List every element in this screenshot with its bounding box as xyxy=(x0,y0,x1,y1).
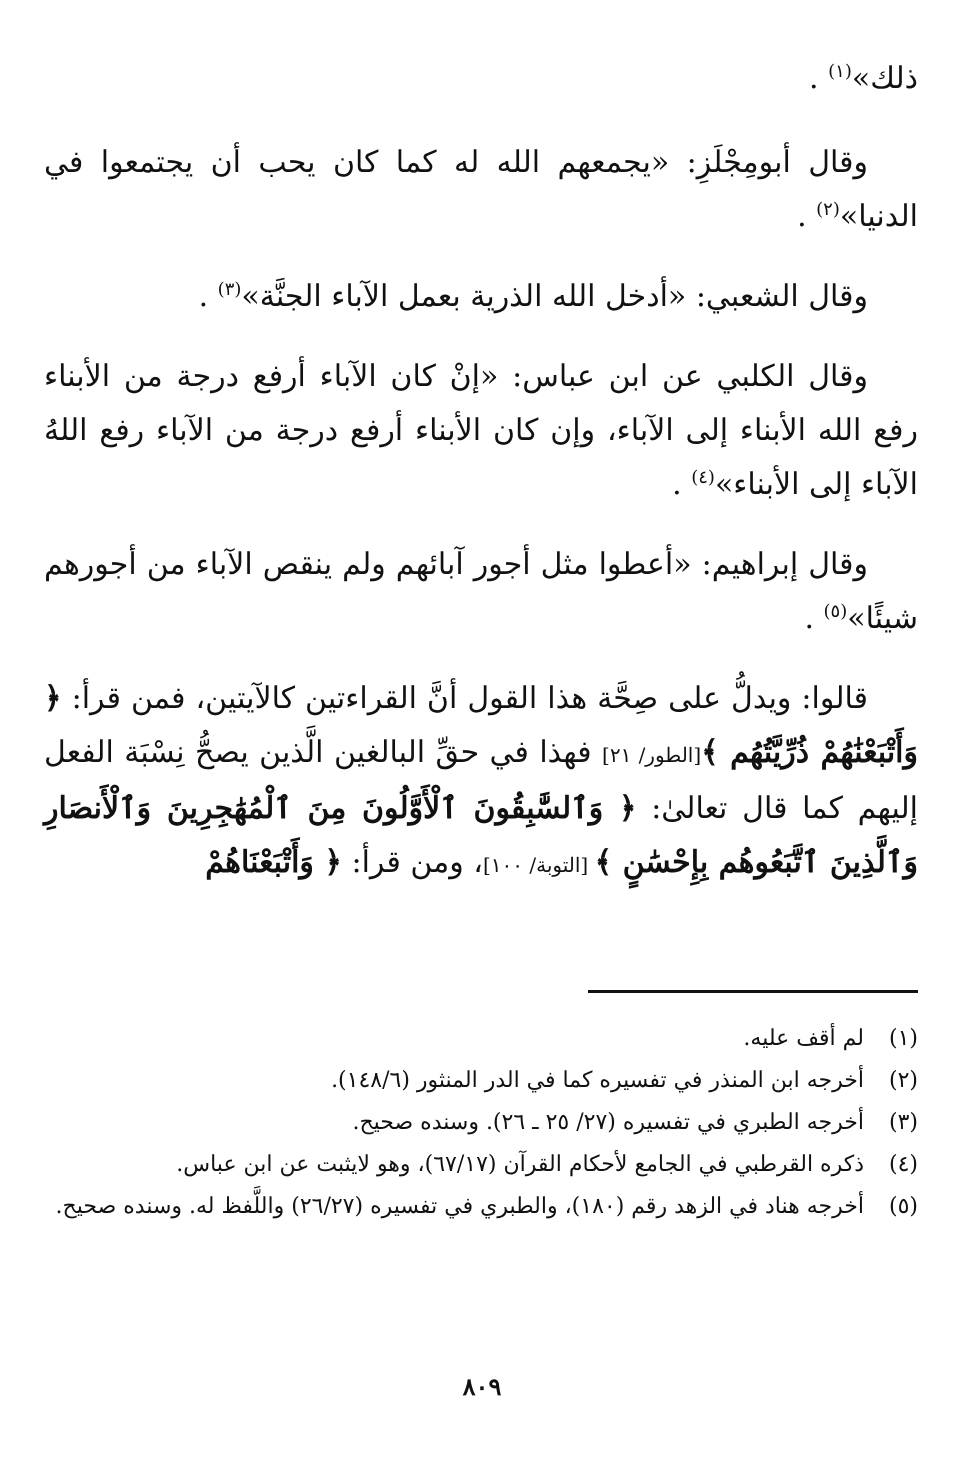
footnote xyxy=(44,1020,918,1058)
footnote-number: (٤) xyxy=(888,1152,918,1177)
quran-verse-tur: ﴿ وَأَتْبَعْنَٰهُمْ ذُرِّيَّتُهُم ﴾ xyxy=(44,681,918,770)
page-number: ٨٠٩ xyxy=(462,1372,502,1401)
footnote xyxy=(44,1104,918,1142)
verse-ref-tur: [الطور/ ٢١] xyxy=(602,743,702,767)
paragraph-kalbi: وقال الكلبي عن ابن عباس: «إنْ كان الآباء أرفع درجة من الأبناء رفع الله الأبناء إلى الآباء، وإن كان الأبناء أرفع درجة من الآباء رفع اللهُ الآباء إلى الأبناء»$^{(٤)}$ . xyxy=(44,359,918,502)
paragraph-shabi: وقال الشعبي: «أدخل الله الذرية بعمل الآباء الجنَّة»$^{(٣)}$ . xyxy=(198,279,868,314)
paragraph-continuation: ذلك»$^{(١)}$ . xyxy=(809,61,918,96)
footnote-ref-2: (٢) xyxy=(816,199,840,220)
quran-verse-tawba: ﴿ وَٱلسَّٰبِقُونَ ٱلْأَوَّلُونَ مِنَ ٱلْمُهَٰجِرِينَ وَٱلْأَنصَارِ وَٱلَّذِينَ ٱتَّبَعُوهُم بِإِحْسَٰنٍ ﴾ xyxy=(44,791,918,880)
footnote-ref-1: (١) xyxy=(828,61,852,82)
footnote-text: أخرجه الطبري في تفسيره (٢٧/ ٢٥ ـ ٢٦). وسنده صحيح. xyxy=(352,1110,864,1135)
footnote xyxy=(44,1146,918,1184)
footnote xyxy=(44,1062,918,1100)
verse-ref-tawba: [التوبة/ ١٠٠] xyxy=(482,853,595,877)
quran-verse-start: ﴿ وَأَتْبَعْنَاهُمْ xyxy=(205,845,342,880)
footnote-number: (٥) xyxy=(888,1194,918,1219)
paragraph-abu-mijlaz: وقال أبومِجْلَزِ: «يجمعهم الله له كما كان يحب أن يجتمعوا في الدنيا»$^{(٢)}$ . xyxy=(44,145,918,234)
footnote-text: لم أقف عليه. xyxy=(743,1026,864,1051)
main-text xyxy=(44,52,918,918)
footnote-number: (٢) xyxy=(888,1068,918,1093)
footnote-divider xyxy=(588,990,918,993)
footnote-ref-5: (٥) xyxy=(823,601,848,622)
footnote xyxy=(44,1188,918,1226)
footnote-ref-4: (٤) xyxy=(691,467,715,488)
footnotes xyxy=(44,1020,918,1230)
footnote-text: ذكره القرطبي في الجامع لأحكام القرآن (٦٧/١٧)، وهو لايثبت عن ابن عباس. xyxy=(176,1152,864,1177)
paragraph-qiraat: قالوا: ويدلُّ على صِحَّة هذا القول أنَّ القراءتين كالآيتين، فمن قرأ: ﴿ وَأَتْبَعْنَٰهُمْ ذُرِّيَّتُهُم ﴾[الطور/ ٢١] فهذا في حقِّ البالغين الَّذين يصحُّ نِسْبَة الفعل إليهم كما قال تعالىٰ: ﴿ وَٱلسَّٰبِقُونَ ٱلْأَوَّلُونَ مِنَ ٱلْمُهَٰجِرِينَ وَٱلْأَنصَارِ وَٱلَّذِينَ ٱتَّبَعُوهُم بِإِحْسَٰنٍ ﴾ [التوبة/ ١٠٠]، ومن قرأ: ﴿ وَأَتْبَعْنَاهُمْ xyxy=(44,681,918,880)
footnote-ref-3: (٣) xyxy=(217,279,242,300)
footnote-text: أخرجه هناد في الزهد رقم (١٨٠)، والطبري في تفسيره (٢٦/٢٧) واللَّفظ له. وسنده صحيح. xyxy=(55,1194,864,1219)
footnote-text: أخرجه ابن المنذر في تفسيره كما في الدر المنثور (١٤٨/٦). xyxy=(331,1068,864,1093)
footnote-number: (١) xyxy=(888,1026,918,1051)
footnote-number: (٣) xyxy=(888,1110,918,1135)
paragraph-ibrahim: وقال إبراهيم: «أعطوا مثل أجور آبائهم ولم ينقص الآباء من أجورهم شيئًا»$^{(٥)}$ . xyxy=(44,547,918,636)
